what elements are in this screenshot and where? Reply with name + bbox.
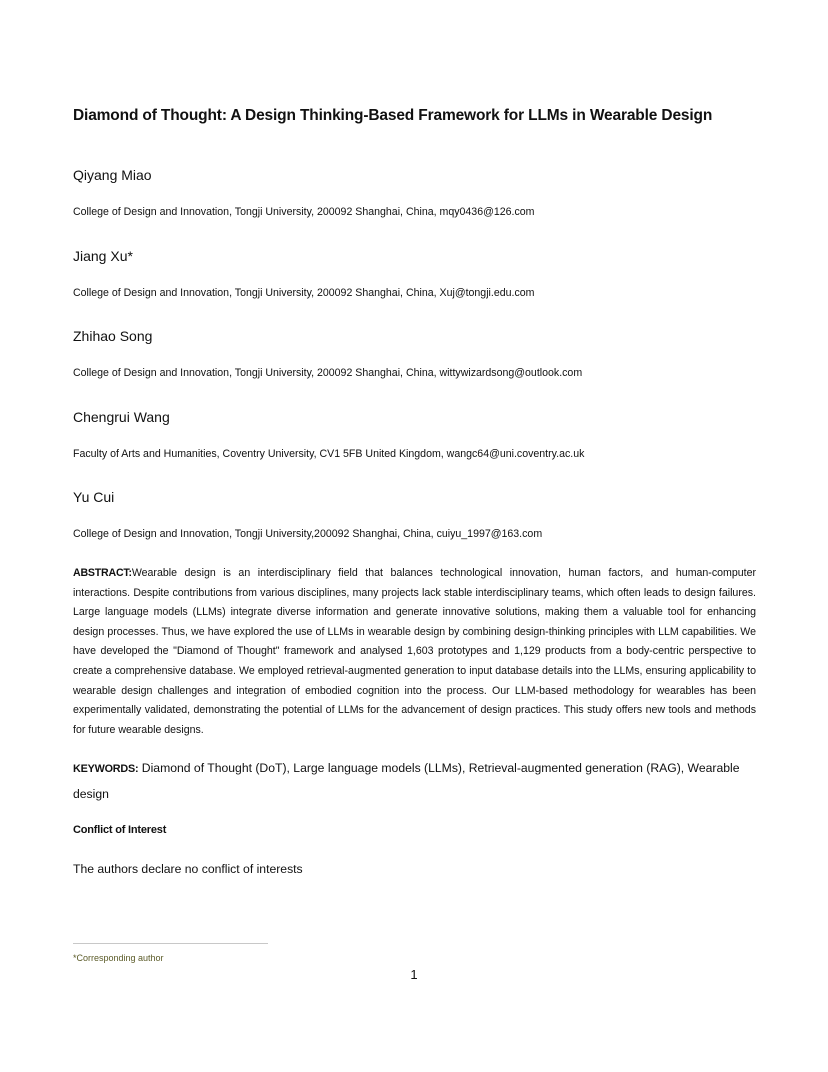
keywords-label: KEYWORDS: bbox=[73, 763, 139, 775]
author-affiliation: Faculty of Arts and Humanities, Coventry University, CV1 5FB United Kingdom, wangc64@uni.coventry.ac.uk bbox=[73, 448, 585, 460]
abstract-text: Wearable design is an interdisciplinary field that balances technological innovation, human factors, and human-computer interactions. Despite contributions from various disciplines, many projects lack stable interdisciplinary teams, which often leads to design failures. Large language models (LLMs) integrate diverse information and generate innovative solutions, making them a valuable tool for enhancing design processes. Thus, we have explored the use of LLMs in wearable design by combining design-thinking principles with LLM capabilities. We have developed the "Diamond of Thought" framework and analysed 1,603 prototypes and 1,129 products from a body-centric perspective to create a comprehensive database. We employed retrieval-augmented generation to input database details into the LLMs, ensuring applicability to wearable design challenges and integration of embodied cognition into the process. Our LLM-based methodology for wearables has been experimentally validated, demonstrating the potential of LLMs for the advancement of design practices. This study offers new tools and methods for future wearable designs. bbox=[73, 567, 756, 736]
author-name: Zhihao Song bbox=[73, 328, 153, 344]
author-name: Qiyang Miao bbox=[73, 167, 152, 183]
keywords-text: Diamond of Thought (DoT), Large language models (LLMs), Retrieval-augmented generation (RAG), Wearable design bbox=[73, 761, 740, 801]
author-name: Yu Cui bbox=[73, 489, 115, 505]
conflict-of-interest-heading: Conflict of Interest bbox=[73, 824, 167, 836]
author-name: Jiang Xu* bbox=[73, 248, 133, 264]
footnote-divider bbox=[73, 943, 268, 944]
author-affiliation: College of Design and Innovation, Tongji University, 200092 Shanghai, China, Xuj@tongji.edu.com bbox=[73, 287, 535, 299]
author-affiliation: College of Design and Innovation, Tongji University, 200092 Shanghai, China, mqy0436@126.com bbox=[73, 206, 535, 218]
author-name: Chengrui Wang bbox=[73, 409, 170, 425]
page-number: 1 bbox=[410, 967, 418, 982]
abstract-label: ABSTRACT: bbox=[73, 567, 132, 579]
conflict-of-interest-text: The authors declare no conflict of interests bbox=[73, 862, 303, 876]
keywords bbox=[73, 756, 763, 807]
author-affiliation: College of Design and Innovation, Tongji University,200092 Shanghai, China, cuiyu_1997@163.com bbox=[73, 528, 543, 540]
author-affiliation: College of Design and Innovation, Tongji University, 200092 Shanghai, China, wittywizardsong@outlook.com bbox=[73, 367, 583, 379]
abstract bbox=[73, 564, 756, 740]
paper-title: Diamond of Thought: A Design Thinking-Based Framework for LLMs in Wearable Design bbox=[73, 107, 713, 124]
footnote: *Corresponding author bbox=[73, 953, 164, 963]
